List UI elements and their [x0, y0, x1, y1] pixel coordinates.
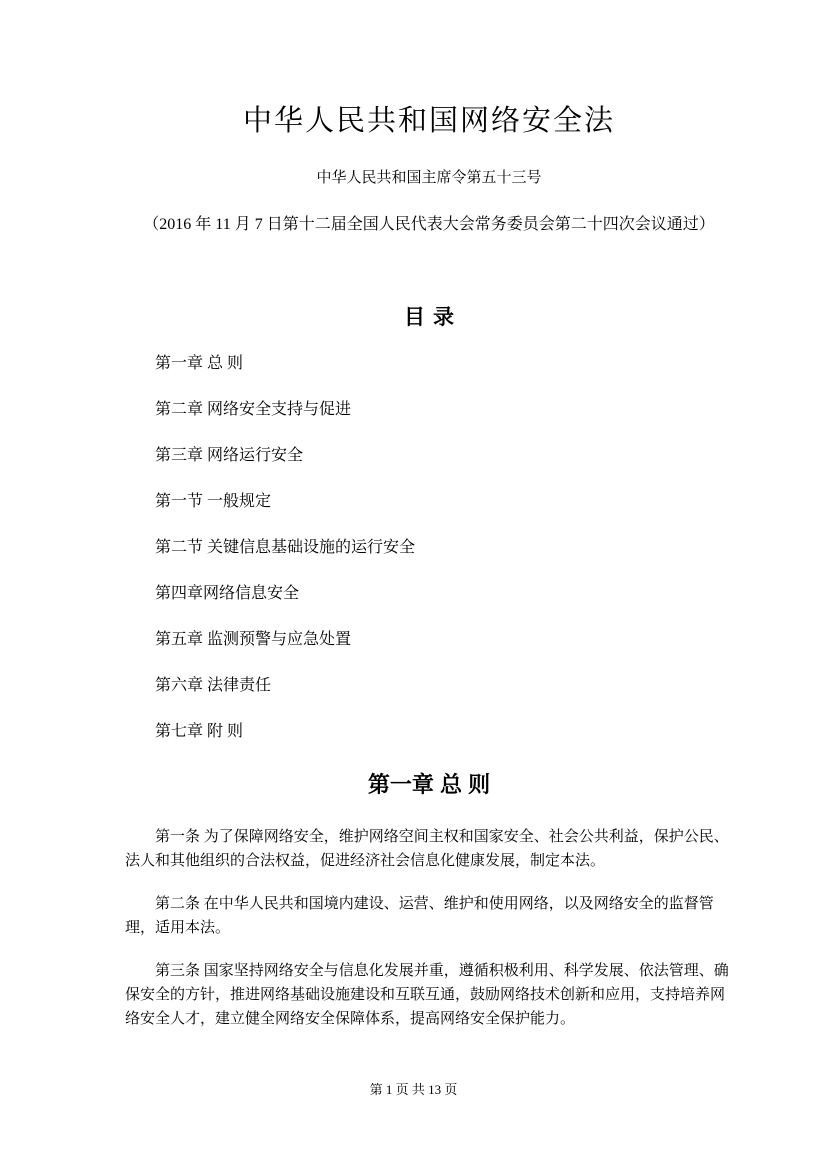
chapter-1-body	[125, 825, 733, 1031]
toc-item-chapter-2: 第二章 网络安全支持与促进	[155, 401, 352, 418]
toc-item-section-2: 第二节 关键信息基础设施的运行安全	[155, 539, 416, 556]
toc-item-chapter-4: 第四章网络信息安全	[155, 585, 300, 602]
enactment-note: （2016 年 11 月 7 日第十二届全国人民代表大会常务委员会第二十四次会议通过）	[143, 216, 715, 233]
page-footer	[0, 1081, 827, 1099]
toc-heading: 目录	[404, 306, 462, 329]
presidential-decree-subtitle: 中华人民共和国主席令第五十三号	[316, 170, 542, 186]
article-2-paragraph: 第二条 在中华人民共和国境内建设、运营、维护和使用网络，以及网络安全的监督管理，适用本法。	[125, 896, 714, 936]
chapter-1-heading: 第一章 总 则	[367, 772, 491, 797]
toc-item-chapter-3: 第三章 网络运行安全	[155, 447, 304, 464]
page-number-indicator: 第 1 页 共 13 页	[369, 1082, 458, 1097]
toc-item-chapter-1: 第一章 总 则	[155, 355, 244, 372]
article-3-paragraph: 第三条 国家坚持网络安全与信息化发展并重，遵循积极利用、科学发展、依法管理、确保安全的方针，推进网络基础设施建设和互联互通，鼓励网络技术创新和应用，支持培养网络安全人才，建立健全网络安全保障体系，提高网络安全保护能力。	[125, 963, 729, 1027]
toc-item-chapter-6: 第六章 法律责任	[155, 677, 272, 694]
toc-item-chapter-7: 第七章 附 则	[155, 723, 244, 740]
toc-item-chapter-5: 第五章 监测预警与应急处置	[155, 631, 352, 648]
toc-list	[125, 354, 733, 742]
article-1-paragraph: 第一条 为了保障网络安全，维护网络空间主权和国家安全、社会公共利益，保护公民、法人和其他组织的合法权益，促进经济社会信息化健康发展，制定本法。	[125, 829, 729, 869]
toc-item-section-1: 第一节 一般规定	[155, 493, 272, 510]
document-title: 中华人民共和国网络安全法	[242, 103, 615, 137]
